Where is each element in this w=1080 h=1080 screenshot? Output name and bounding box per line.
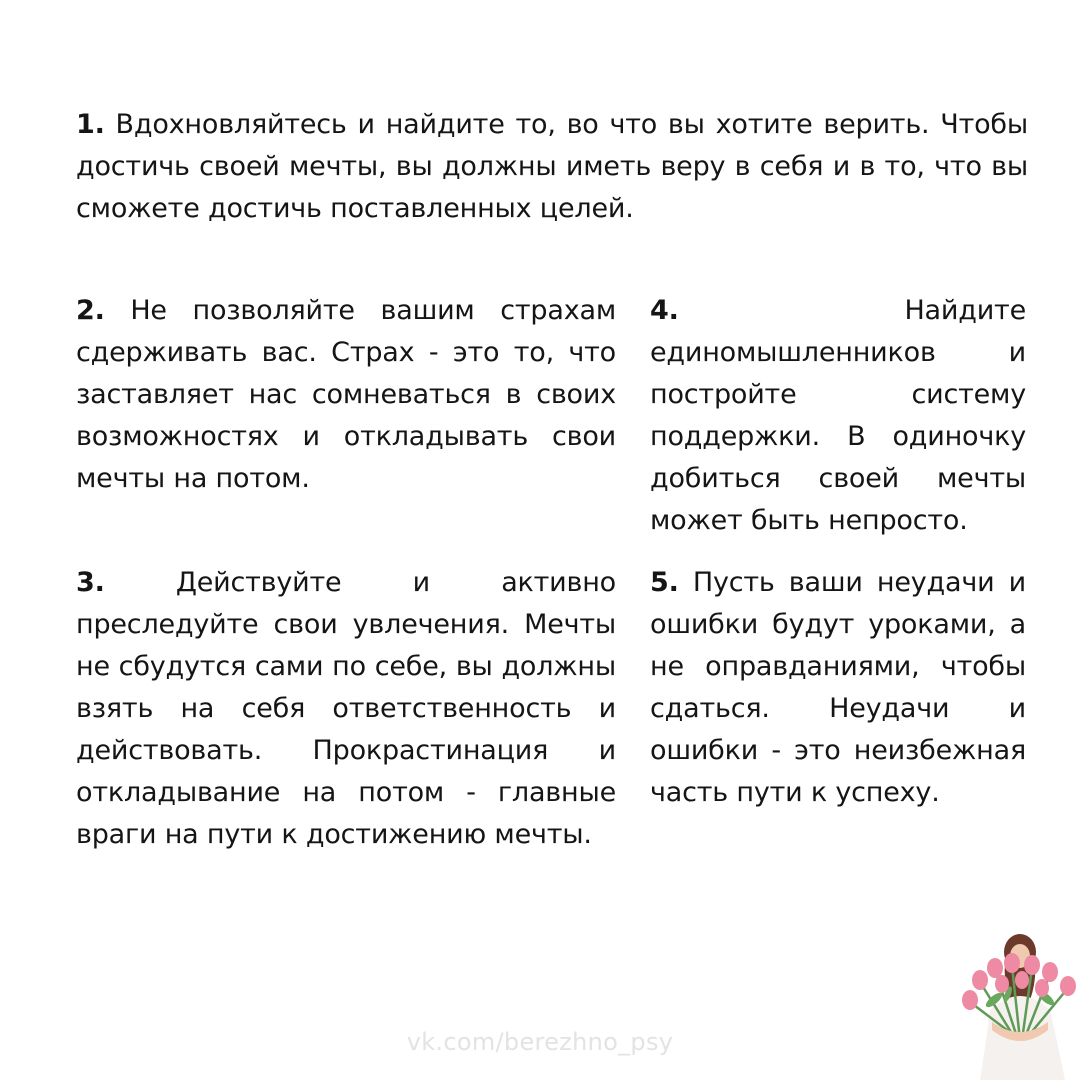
tip-number: 4. <box>650 295 679 326</box>
tip-text: Вдохновляйтесь и найдите то, во что вы хотите верить. Чтобы достичь своей мечты, вы должны иметь веру в себя и в то, что вы сможете достичь поставленных целей. <box>76 109 1029 224</box>
tip-1 <box>76 104 1028 230</box>
tip-text: Пусть ваши неудачи и ошибки будут уроками, а не оправданиями, чтобы сдаться. Неудачи и ошибки - это неизбежная часть пути к успеху. <box>650 567 1026 808</box>
tip-text: Действуйте и активно преследуйте свои увлечения. Мечты не сбудутся сами по себе, вы должны взять на себя ответственность и действовать. Прокрастинация и откладывание на потом - главные враги на пути к достижению мечты. <box>76 567 617 850</box>
tip-2 <box>76 290 616 500</box>
tip-number: 5. <box>650 567 679 598</box>
tip-5 <box>650 562 1026 814</box>
tip-number: 1. <box>76 109 105 140</box>
tip-number: 3. <box>76 567 105 598</box>
tip-4 <box>650 290 1026 542</box>
tip-text: Не позволяйте вашим страхам сдерживать вас. Страх - это то, что заставляет нас сомневаться в своих возможностях и откладывать свои мечты на потом. <box>76 295 616 494</box>
footer-link[interactable]: vk.com/berezhno_psy <box>406 1028 674 1056</box>
tip-3 <box>76 562 616 856</box>
woman-with-tulips-icon <box>950 930 1080 1080</box>
tip-number: 2. <box>76 295 105 326</box>
tip-text: Найдите единомышленников и постройте систему поддержки. В одиночку добиться своей мечты может быть непросто. <box>650 295 1026 536</box>
